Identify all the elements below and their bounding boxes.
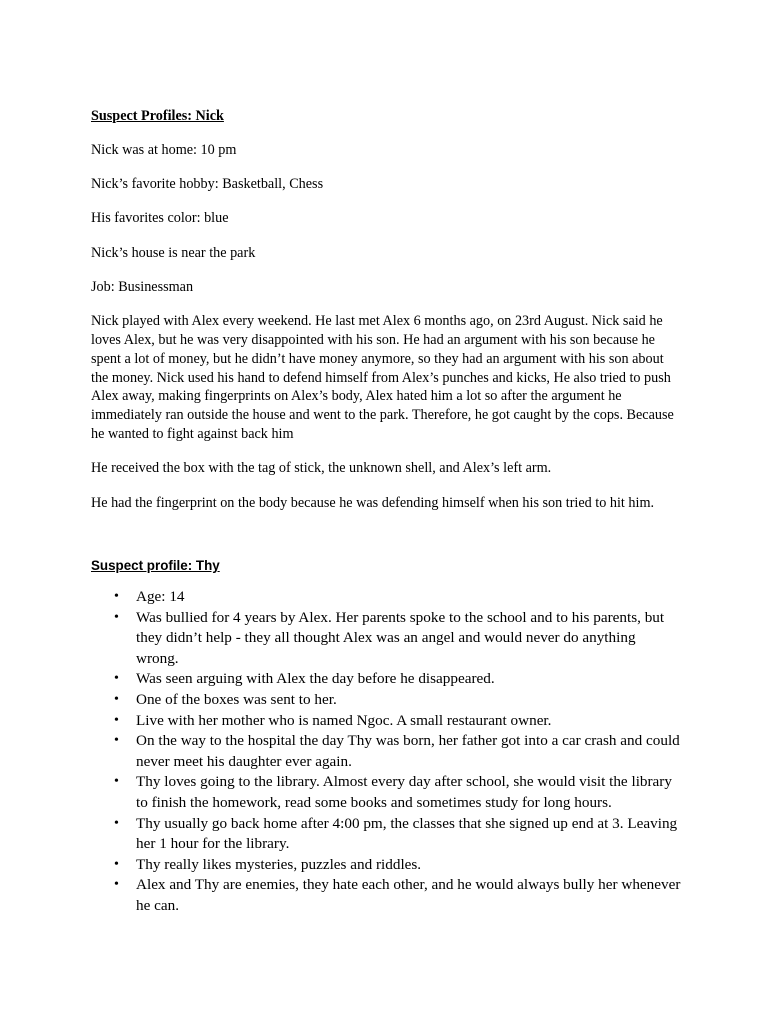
bullet-icon: •	[114, 671, 119, 687]
list-item-text: Thy really likes mysteries, puzzles and riddles.	[136, 855, 422, 873]
nick-heading: Suspect Profiles: Nick	[91, 108, 224, 124]
list-item	[91, 731, 681, 772]
list-item-text: Alex and Thy are enemies, they hate each other, and he would always bully her whenever he can.	[136, 876, 681, 914]
nick-paragraph: Nick’s house is near the park	[91, 244, 256, 261]
nick-paragraph: He had the fingerprint on the body because he was defending himself when his son tried to hit him.	[91, 494, 655, 511]
nick-story-paragraph: Nick played with Alex every weekend. He last met Alex 6 months ago, on 23rd August. Nick said he loves Alex, but he was very disappointed with his son. He had an argument with his son because he spent a lot of money, but he didn’t have money anymore, so they had an argument with his son about the money. Nick used his hand to defend himself from Alex’s punches and kicks, He also tried to push Alex away, making fingerprints on Alex’s body, Alex hated him a lot so after the argument he immediately ran outside the house and went to the park. Therefore, he got caught by the cops. Because he wanted to fight against back him	[91, 313, 674, 443]
suspect-profile-nick	[91, 107, 681, 528]
list-item-text: On the way to the hospital the day Thy was born, her father got into a car crash and could never meet his daughter ever again.	[136, 732, 680, 770]
bullet-icon: •	[114, 712, 119, 728]
suspect-profile-thy	[91, 557, 691, 917]
list-item-text: Thy loves going to the library. Almost every day after school, she would visit the library to finish the homework, read some books and sometimes study for long hours.	[136, 773, 672, 811]
nick-paragraph: Nick’s favorite hobby: Basketball, Chess	[91, 176, 324, 193]
list-item-text: Was seen arguing with Alex the day before he disappeared.	[136, 670, 495, 688]
bullet-icon: •	[114, 877, 119, 893]
list-item-text: Was bullied for 4 years by Alex. Her parents spoke to the school and to his parents, but they didn’t help - they all thought Alex was an angel and would never do anything wrong.	[136, 608, 665, 667]
list-item-text: Thy usually go back home after 4:00 pm, the classes that she signed up end at 3. Leaving her 1 hour for the library.	[136, 814, 678, 853]
nick-paragraph: Job: Businessman	[91, 278, 194, 295]
list-item	[91, 875, 681, 916]
thy-bullet-list	[91, 587, 691, 917]
bullet-icon: •	[114, 609, 119, 625]
nick-paragraph: His favorites color: blue	[91, 210, 229, 227]
list-item-text: Live with her mother who is named Ngoc. A small restaurant owner.	[136, 711, 552, 729]
bullet-icon: •	[114, 589, 119, 604]
bullet-icon: •	[114, 856, 119, 872]
thy-heading: Suspect profile: Thy	[91, 558, 220, 573]
list-item	[91, 772, 681, 813]
bullet-icon: •	[114, 774, 119, 790]
list-item-text: One of the boxes was sent to her.	[136, 690, 337, 708]
list-item	[91, 855, 681, 876]
bullet-icon: •	[114, 733, 119, 749]
list-item-text: Age: 14	[136, 588, 185, 605]
list-item	[91, 587, 681, 608]
list-item	[91, 711, 681, 732]
nick-paragraph: Nick was at home: 10 pm	[91, 141, 237, 158]
nick-paragraph: He received the box with the tag of stick, the unknown shell, and Alex’s left arm.	[91, 460, 552, 477]
list-item	[91, 814, 681, 855]
list-item	[91, 669, 681, 690]
bullet-icon: •	[114, 691, 119, 707]
bullet-icon: •	[114, 815, 119, 831]
list-item	[91, 690, 681, 711]
list-item	[91, 608, 681, 670]
